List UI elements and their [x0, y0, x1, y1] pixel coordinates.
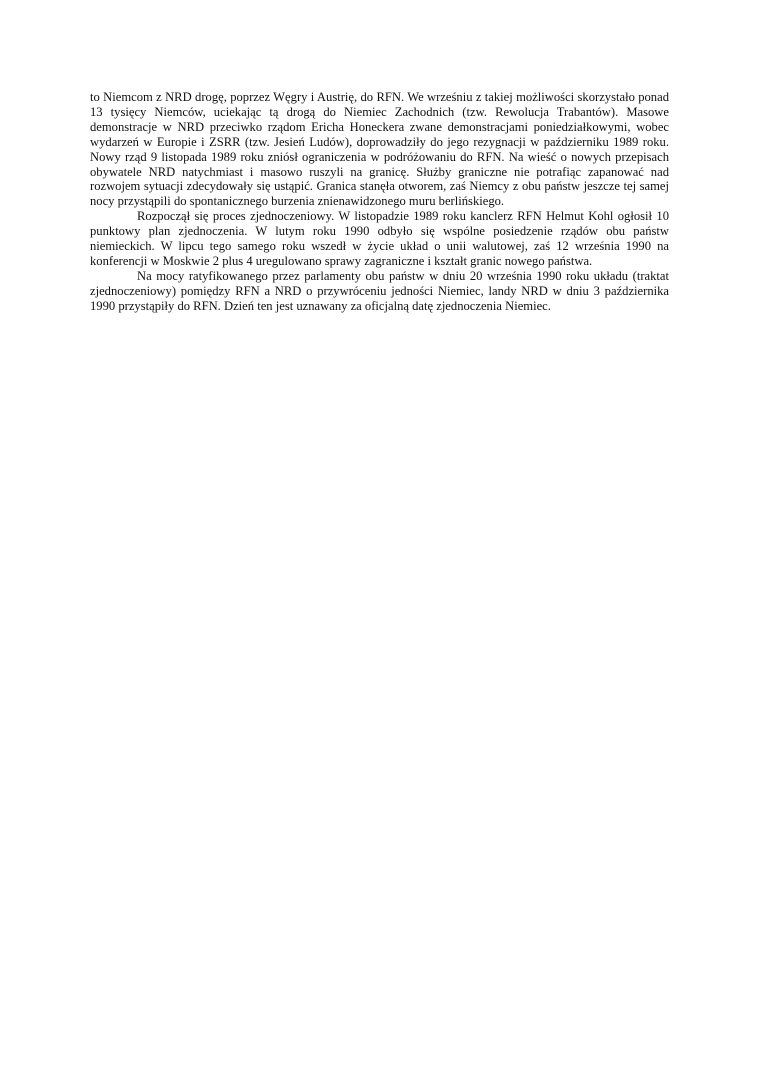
- body-text: [90, 90, 669, 314]
- paragraph-continuation: to Niemcom z NRD drogę, poprzez Węgry i Austrię, do RFN. We wrześniu z takiej możliwości skorzystało ponad 13 tysięcy Niemców, uciekając tą drogą do Niemiec Zachodnich (tzw. Rewolucja Trabantów). Masowe demonstracje w NRD przeciwko rządom Ericha Honeckera zwane demonstracjami poniedziałkowymi, wobec wydarzeń w Europie i ZSRR (tzw. Jesień Ludów), doprowadziły do jego rezygnacji w październiku 1989 roku. Nowy rząd 9 listopada 1989 roku zniósł ograniczenia w podróżowaniu do RFN. Na wieść o nowych przepisach obywatele NRD natychmiast i masowo ruszyli na granicę. Służby graniczne nie potrafiąc zapanować nad rozwojem sytuacji zdecydowały się ustąpić. Granica stanęła otworem, zaś Niemcy z obu państw jeszcze tej samej nocy przystąpili do spontanicznego burzenia znienawidzonego muru berlińskiego.: [90, 90, 669, 209]
- paragraph-unification-treaty: Na mocy ratyfikowanego przez parlamenty obu państw w dniu 20 września 1990 roku układu (traktat zjednoczeniowy) pomiędzy RFN a NRD o przywróceniu jedności Niemiec, landy NRD w dniu 3 października 1990 przystąpiły do RFN. Dzień ten jest uznawany za oficjalną datę zjednoczenia Niemiec.: [90, 268, 669, 313]
- paragraph-reunification-process: Rozpoczął się proces zjednoczeniowy. W listopadzie 1989 roku kanclerz RFN Helmut Kohl ogłosił 10 punktowy plan zjednoczenia. W lutym roku 1990 odbyło się wspólne posiedzenie rządów obu państw niemieckich. W lipcu tego samego roku wszedł w życie układ o unii walutowej, zaś 12 września 1990 na konferencji w Moskwie 2 plus 4 uregulowano sprawy zagraniczne i kształt granic nowego państwa.: [90, 209, 669, 268]
